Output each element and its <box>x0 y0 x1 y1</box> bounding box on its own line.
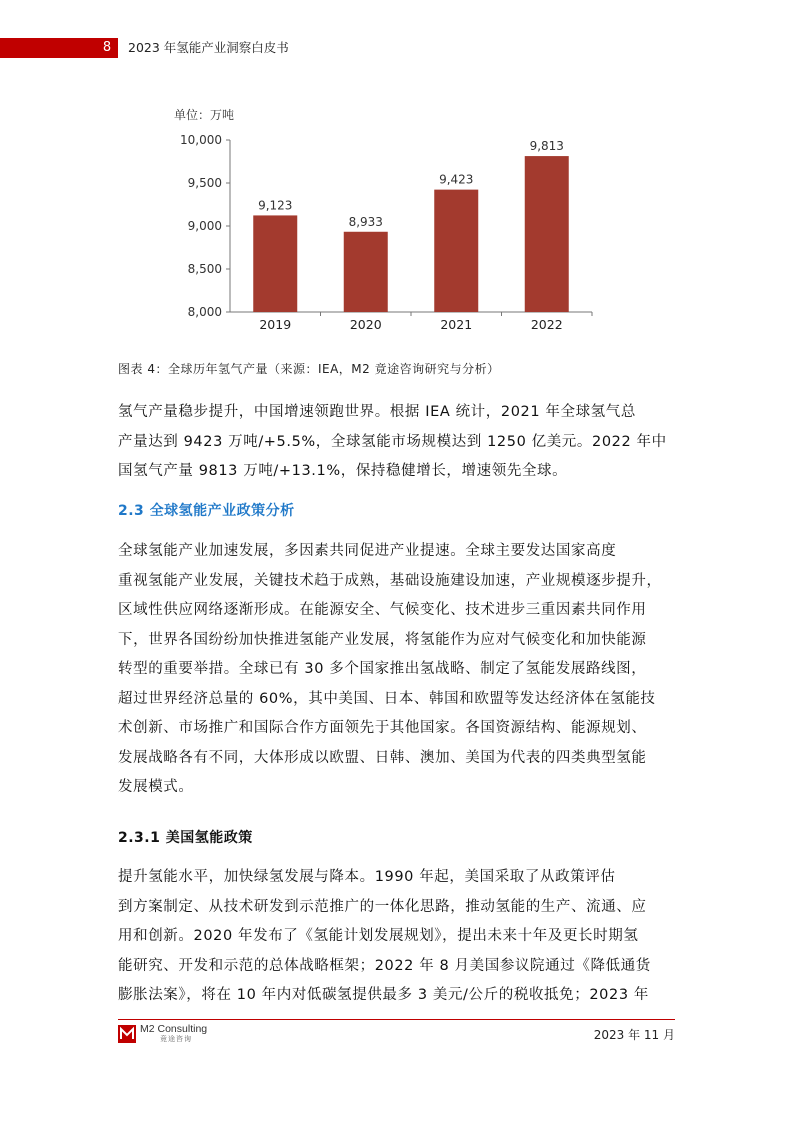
figure-caption: 图表 4：全球历年氢气产量（来源：IEA，M2 竟途咨询研究与分析） <box>118 362 500 376</box>
bar <box>434 190 478 312</box>
text-line: 全球氢能产业加速发展，多因素共同促进产业提速。全球主要发达国家高度 <box>118 543 617 559</box>
section-number: 2.3 <box>118 503 145 519</box>
x-tick-label: 2019 <box>259 317 292 332</box>
text-line: 提升氢能水平，加快绿氢发展与降本。1990 年起，美国采取了从政策评估 <box>118 869 616 885</box>
company-logo <box>118 1024 207 1044</box>
bar <box>525 156 569 312</box>
text-line: 能研究、开发和示范的总体战略框架；2022 年 8 月美国参议院通过《降低通货 <box>118 957 651 974</box>
y-tick-label: 9,500 <box>187 176 222 190</box>
m2-logo-icon <box>118 1025 136 1043</box>
x-tick-label: 2022 <box>530 317 563 332</box>
logo-name: M2 Consulting <box>140 1023 208 1035</box>
footer-divider <box>118 1019 675 1020</box>
text-line: 产量达到 9423 万吨/+5.5%，全球氢能市场规模达到 1250 亿美元。2022 年中 <box>118 433 667 450</box>
subsection-heading <box>118 827 253 847</box>
x-tick-label: 2020 <box>349 317 382 332</box>
text-line: 下，世界各国纷纷加快推进氢能产业发展，将氢能作为应对气候变化和加快能源 <box>118 631 647 648</box>
text-line: 发展战略各有不同，大体形成以欧盟、日韩、澳加、美国为代表的四类典型氢能 <box>118 749 647 766</box>
bar <box>253 215 297 312</box>
bar-value-label: 8,933 <box>348 214 383 229</box>
text-line: 超过世界经济总量的 60%，其中美国、日本、韩国和欧盟等发达经济体在氢能技 <box>118 690 656 707</box>
paragraph-us-policy <box>118 863 675 1011</box>
footer-date: 2023 年 11 月 <box>593 1028 675 1042</box>
section-title: 全球氢能产业政策分析 <box>149 503 295 519</box>
y-tick-label: 10,000 <box>180 133 222 147</box>
section-heading <box>118 500 295 520</box>
page-number: 8 <box>102 40 112 55</box>
bar-value-label: 9,423 <box>439 172 474 187</box>
paragraph-policy <box>118 537 675 803</box>
text-line: 区域性供应网络逐渐形成。在能源安全、气候变化、技术进步三重因素共同作用 <box>118 602 647 618</box>
text-line: 术创新、市场推广和国际合作方面领先于其他国家。各国资源结构、能源规划、 <box>118 720 647 736</box>
y-tick-label: 8,500 <box>187 262 222 276</box>
text-line: 国氢气产量 9813 万吨/+13.1%，保持稳健增长，增速领先全球。 <box>118 463 568 479</box>
bar-chart-svg <box>118 100 618 345</box>
bar-value-label: 9,813 <box>529 139 564 154</box>
text-line: 膨胀法案》，将在 10 年内对低碳氢提供最多 3 美元/公斤的税收抵免；2023 年 <box>118 987 649 1003</box>
subsection-title: 美国氢能政策 <box>165 830 253 846</box>
text-line: 转型的重要举措。全球已有 30 多个国家推出氢战略、制定了氢能发展路线图， <box>118 661 647 677</box>
text-line: 用和创新。2020 年发布了《氢能计划发展规划》，提出未来十年及更长时期氢 <box>118 928 639 944</box>
subsection-number: 2.3.1 <box>118 830 161 846</box>
paragraph-production <box>118 398 675 487</box>
document-title: 2023 年氢能产业洞察白皮书 <box>128 40 289 55</box>
unit-label: 单位：万吨 <box>174 108 235 122</box>
production-chart <box>118 100 618 345</box>
logo-subtitle: 竟途咨询 <box>160 1035 192 1043</box>
bar-value-label: 9,123 <box>258 198 293 213</box>
x-tick-label: 2021 <box>440 317 473 332</box>
text-line: 重视氢能产业发展，关键技术趋于成熟，基础设施建设加速，产业规模逐步提升， <box>118 572 662 589</box>
bar <box>344 232 388 312</box>
y-tick-label: 8,000 <box>187 305 222 319</box>
text-line: 发展模式。 <box>118 779 194 795</box>
y-tick-label: 9,000 <box>187 219 222 233</box>
text-line: 氢气产量稳步提升，中国增速领跑世界。根据 IEA 统计，2021 年全球氢气总 <box>118 404 636 420</box>
text-line: 到方案制定、从技术研发到示范推广的一体化思路，推动氢能的生产、流通、应 <box>118 898 647 915</box>
